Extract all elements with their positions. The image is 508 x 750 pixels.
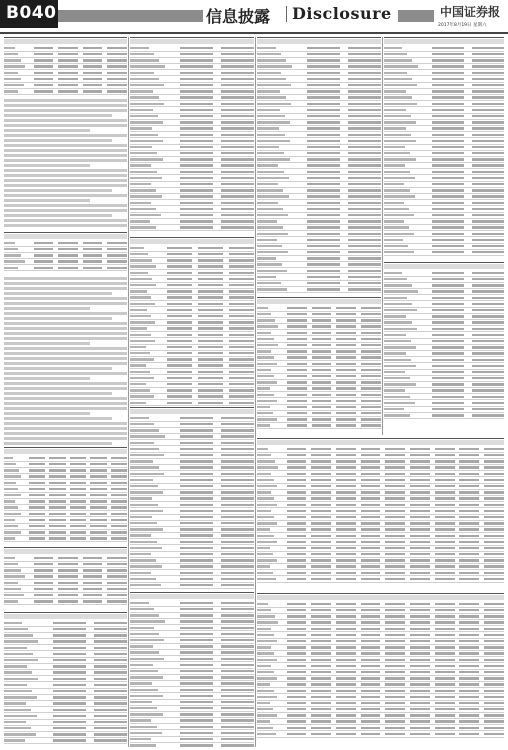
table-row: [130, 742, 254, 747]
table-row: [257, 576, 504, 582]
equity-change-statement: [257, 438, 504, 747]
header-rule: [0, 32, 508, 34]
table-rule: [257, 593, 504, 594]
column-1-text-and-tables: [4, 37, 127, 747]
table-row: [384, 249, 504, 255]
table-header: [130, 594, 254, 599]
page-code-block: [0, 0, 58, 28]
title-divider: [286, 6, 287, 22]
column-2-financial-tables: [130, 37, 254, 747]
column-divider: [128, 37, 129, 747]
financial-table: [257, 593, 504, 738]
table-header: [130, 409, 254, 414]
table-row: [257, 286, 381, 292]
table-rule: [4, 232, 127, 233]
table-row: [130, 224, 254, 230]
header-bar-left: [58, 10, 203, 22]
column-4-cash-flow: [384, 37, 504, 435]
table-row: [4, 598, 127, 604]
table-rule: [257, 37, 381, 38]
table-rule: [130, 237, 254, 238]
table-row: [384, 412, 504, 418]
issue-date: 2017年8月19日 星期六: [438, 23, 487, 28]
table-row: [257, 731, 504, 737]
section-title: 信息披露: [206, 7, 271, 26]
financial-table: [4, 37, 127, 95]
table-header: [384, 39, 504, 44]
table-header: [257, 595, 504, 600]
table-row: [130, 400, 254, 406]
financial-table: [130, 592, 254, 747]
financial-table: [130, 407, 254, 589]
column-divider: [255, 37, 256, 747]
financial-table: [257, 297, 381, 429]
table-rule: [130, 37, 254, 38]
table-row: [4, 265, 127, 271]
table-row: [4, 535, 127, 541]
column-divider: [382, 37, 383, 435]
table-header: [257, 39, 381, 44]
page-code: B040: [6, 3, 57, 23]
financial-table: [257, 438, 504, 583]
financial-table: [257, 37, 381, 293]
table-header: [257, 440, 504, 445]
table-rule: [4, 447, 127, 448]
table-header: [4, 449, 127, 454]
newspaper-brand: 中国证券报: [440, 5, 501, 19]
column-3-balance-sheet: [257, 37, 381, 435]
text-paragraph: [4, 99, 127, 229]
table-row: [130, 582, 254, 588]
table-header: [4, 549, 127, 554]
table-header: [384, 264, 504, 269]
table-header: [130, 39, 254, 44]
section-title-en: Disclosure: [292, 4, 392, 23]
table-rule: [257, 438, 504, 439]
table-row: [4, 88, 127, 94]
table-rule: [384, 262, 504, 263]
financial-table: [384, 262, 504, 419]
table-header: [257, 299, 381, 304]
financial-table: [384, 37, 504, 256]
table-rule: [4, 612, 127, 613]
table-header: [4, 614, 127, 619]
financial-table: [4, 447, 127, 542]
table-rule: [257, 297, 381, 298]
table-rule: [4, 547, 127, 548]
table-header: [130, 239, 254, 244]
table-header: [4, 39, 127, 44]
table-row: [257, 423, 381, 429]
financial-table: [4, 547, 127, 605]
financial-table: [130, 37, 254, 231]
financial-table: [4, 232, 127, 271]
header-bar-right: [398, 10, 434, 22]
text-paragraph: [4, 277, 127, 447]
table-row: [4, 738, 127, 744]
table-rule: [384, 37, 504, 38]
financial-table: [130, 237, 254, 406]
financial-table: [4, 612, 127, 744]
table-rule: [130, 592, 254, 593]
table-rule: [130, 407, 254, 408]
table-rule: [4, 37, 127, 38]
table-header: [4, 234, 127, 239]
page-header: [0, 0, 508, 34]
